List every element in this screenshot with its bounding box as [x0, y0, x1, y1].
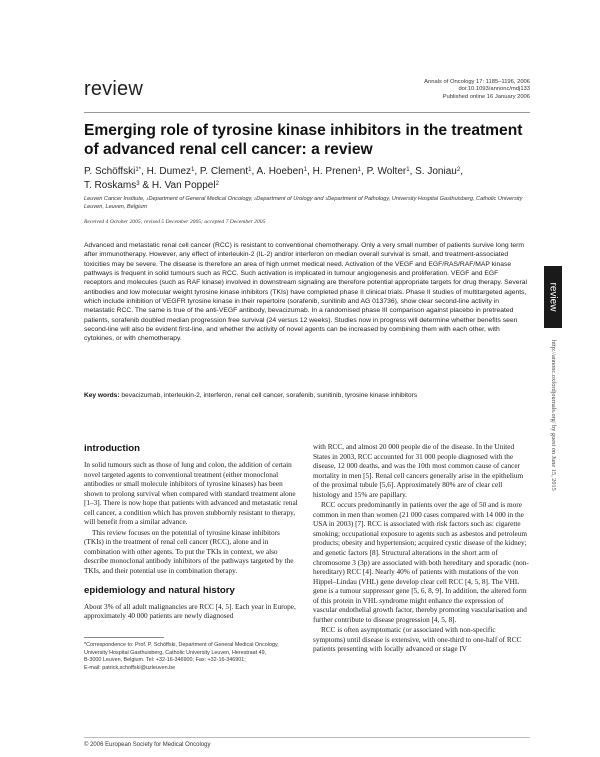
author-list: P. Schöffski$^{1*}$, H. Dumez$^1$, P. Clement$^1$, A. Hoeben$^1$, H. Prenen$^1$, P. Wolter$^1$, S. Joniau$^2$, T. Roskams$^3$ & H. Van Poppel$^2$	[84, 166, 463, 191]
affiliation-item: Department of Pathology, University Hospital Gasthuisberg, Catholic University Leuven, Leuven, Belgium	[84, 196, 523, 210]
author-name: H. Dumez	[146, 166, 192, 177]
author-affil-mark: 1*	[135, 167, 141, 173]
author-affil-mark: 1	[406, 167, 410, 173]
body-paragraph: In solid tumours such as those of lung and colon, the addition of certain novel targeted agents to conventional treatment (either monoclonal antibodies or small molecule inhibitors of tyrosine kinases) has been shown to prolong survival when compared with standard treatment alone [1–3]. There is now hope that patients with advanced and metastatic renal cell cancer, a condition which has proven stubbornly resistant to therapy, will benefit from a similar advance.	[84, 461, 298, 527]
journal-doi[interactable]: doi:10.1093/annonc/mdj133	[458, 86, 530, 93]
side-tab-label: review	[547, 282, 559, 312]
affil-mark: 2	[254, 196, 257, 201]
body-paragraph: RCC occurs predominantly in patients over the age of 50 and is more common in men than women (21 000 cases compared with 14 000 in the USA in 2003) [7]. RCC is associated with risk factors such as: cigarette smoking; occupational exposure to agents such as asbestos and petroleum products; obesity and hypertension; acquired cystic disease of the kidney; and genetic factors [8]. Structural alterations in the short arm of chromosome 3 (3p) are associated with both hereditary and sporadic (non-hereditary) RCC [4]. Nearly 40% of patients with mutations of the von Hippel–Lindau (VHL) gene develop clear cell RCC [4, 5, 8]. The VHL gene is a tumour suppressor gene [5, 6, 8, 9]. In addition, the altered form of this protein in VHL syndrome might enhance the expression of vascular endothelial growth factor, thereby promoting vascularisation and further contribute to disease progression [4, 5, 8].	[313, 501, 529, 624]
author-affil-mark: 1	[191, 167, 195, 173]
introduction-heading: introduction	[84, 443, 140, 454]
download-note-text[interactable]: http://annonc.oxfordjournals.org/ by guest on June 15, 2015	[550, 340, 557, 491]
journal-meta	[424, 79, 530, 101]
affiliation-prefix: Leuven Cancer Institute,	[84, 196, 147, 202]
footnote-email[interactable]: E-mail: patrick.schoffski@uzleuven.be	[84, 664, 176, 671]
section-label: review	[84, 78, 143, 100]
affil-mark: 3	[325, 196, 328, 201]
author-affil-mark: 1	[357, 167, 362, 173]
author-name: P. Schöffski	[84, 166, 136, 177]
affil-mark: 1	[146, 196, 149, 201]
keywords-label: Key words:	[84, 392, 120, 399]
body-paragraph: RCC is often asymptomatic (or associated with non-specific symptoms) until disease is extensive, with one-third to one-half of RCC patients presenting with locally advanced or stage IV	[313, 626, 522, 654]
footnote-line: *Correspondence to: Prof. P. Schöffski, Department of General Medical Oncology,	[84, 642, 279, 648]
affiliation-item: Department of Urology and	[256, 196, 325, 202]
body-paragraph: with RCC, and almost 20 000 people die of the disease. In the United States in 2003, RCC accounted for 31 000 people diagnosed with the disease, 12 000 deaths, and was the 10th most common cause of cancer mortality in men [5]. Renal cell cancers generally arise in the epithelium of the proximal tubule [5,6]. Approximately 80% are of clear cell histology and 15% are papillary.	[313, 443, 524, 499]
left-column	[84, 443, 300, 623]
affiliation-item: Department of General Medical Oncology,	[148, 196, 255, 202]
epidemiology-heading: epidemiology and natural history	[84, 584, 235, 596]
author-name: H. Prenen	[312, 166, 358, 177]
journal-published: Published online 16 January 2006	[442, 93, 530, 100]
keywords	[84, 392, 528, 399]
copyright: © 2006 European Society for Medical Oncology	[84, 742, 211, 748]
author-affil-mark: 3	[136, 180, 140, 187]
author-name: T. Roskams	[84, 179, 137, 191]
author-name: P. Wolter	[366, 166, 407, 177]
right-column	[313, 443, 529, 656]
download-note	[548, 340, 558, 640]
review-side-tab	[544, 266, 562, 328]
footer-divider	[84, 737, 530, 738]
affiliations	[84, 195, 524, 211]
author-affil-mark: 1	[248, 167, 252, 173]
author-affil-mark: 2	[215, 180, 219, 187]
correspondence-footnote	[84, 642, 302, 672]
author-affil-mark: 1	[303, 167, 308, 173]
author-affil-mark: 2	[456, 167, 461, 173]
header-divider	[84, 112, 530, 113]
footnote-line: University Hospital Gasthuisberg, Catholic University Leuven, Herestraat 49,	[84, 649, 267, 656]
body-paragraph: About 3% of all adult malignancies are RCC [4, 5]. Each year in Europe, approximately 40 000 patients are newly diagnosed	[84, 602, 296, 621]
author-name: A. Hoeben	[256, 166, 304, 177]
received-dates: Received 4 October 2005; revised 5 December 2005; accepted 7 December 2005	[84, 219, 266, 225]
keywords-text: bevacizumab, interleukin-2, interferon, renal cell cancer, sorafenib, sunitinib, tyrosine kinase inhibitors	[119, 392, 418, 399]
footnote-divider	[84, 637, 164, 638]
abstract: Advanced and metastatic renal cell cancer (RCC) is resistant to conventional chemotherapy. Only a very small number of patients survive long term after immunotherapy. However, any effect of interleukin-2 (IL-2) and/or interferon on median overall survival is small, and treatment-associated toxicities may be severe. The disease is therefore an area of high unmet medical need. Activation of the VEGF and EGF/RAS/RAF/MAP kinase pathways is frequent in solid tumours such as RCC. Such activation is implicated in tumour angiogenesis and proliferation. VEGF and EGF receptors and molecules (such as RAF kinase) involved in downstream signaling are therefore potential appropriate targets for drug therapy. Several antibodies and low molecular weight tyrosine kinase inhibitors (TKIs) have completed phase II clinical trials. Phase II studies of multitargeted agents, which include inhibition of VEGFR tyrosine kinase in their repertoire (sorafenib, sunitinib and AG 013736), show clear second-line activity in metastatic RCC. The same is true of the anti-VEGF antibody, bevacizumab. In a randomised phase III comparison against placebo in pretreated patients, sorafenib doubled median progression free survival (24 versus 12 weeks). Studies now in progress will determine whether benefits seen second-line will also be evident first-line, and whether the activity of novel agents can be increased by combining them with each other, with cytokines, or with chemotherapy.	[84, 242, 527, 343]
article-title: Emerging role of tyrosine kinase inhibitors in the treatment of advanced renal cell cancer: a review	[84, 122, 523, 158]
author-name: H. Van Poppel	[151, 179, 216, 191]
author-name: P. Clement	[199, 166, 249, 177]
footnote-line: B-3000 Leuven, Belgium. Tel: +32-16-346900; Fax: +32-16-346901;	[84, 657, 246, 664]
author-name: S. Joniau	[415, 166, 457, 177]
body-paragraph: This review focuses on the potential of tyrosine kinase inhibitors (TKIs) in the treatment of renal cell cancer (RCC), alone and in combination with other agents. To put the TKIs in context, we also describe monoclonal antibody inhibitors of the pathways targeted by the TKIs, and their potential use in combination therapy.	[84, 528, 294, 576]
journal-citation: Annals of Oncology 17: 1185–1196, 2006	[424, 79, 530, 85]
